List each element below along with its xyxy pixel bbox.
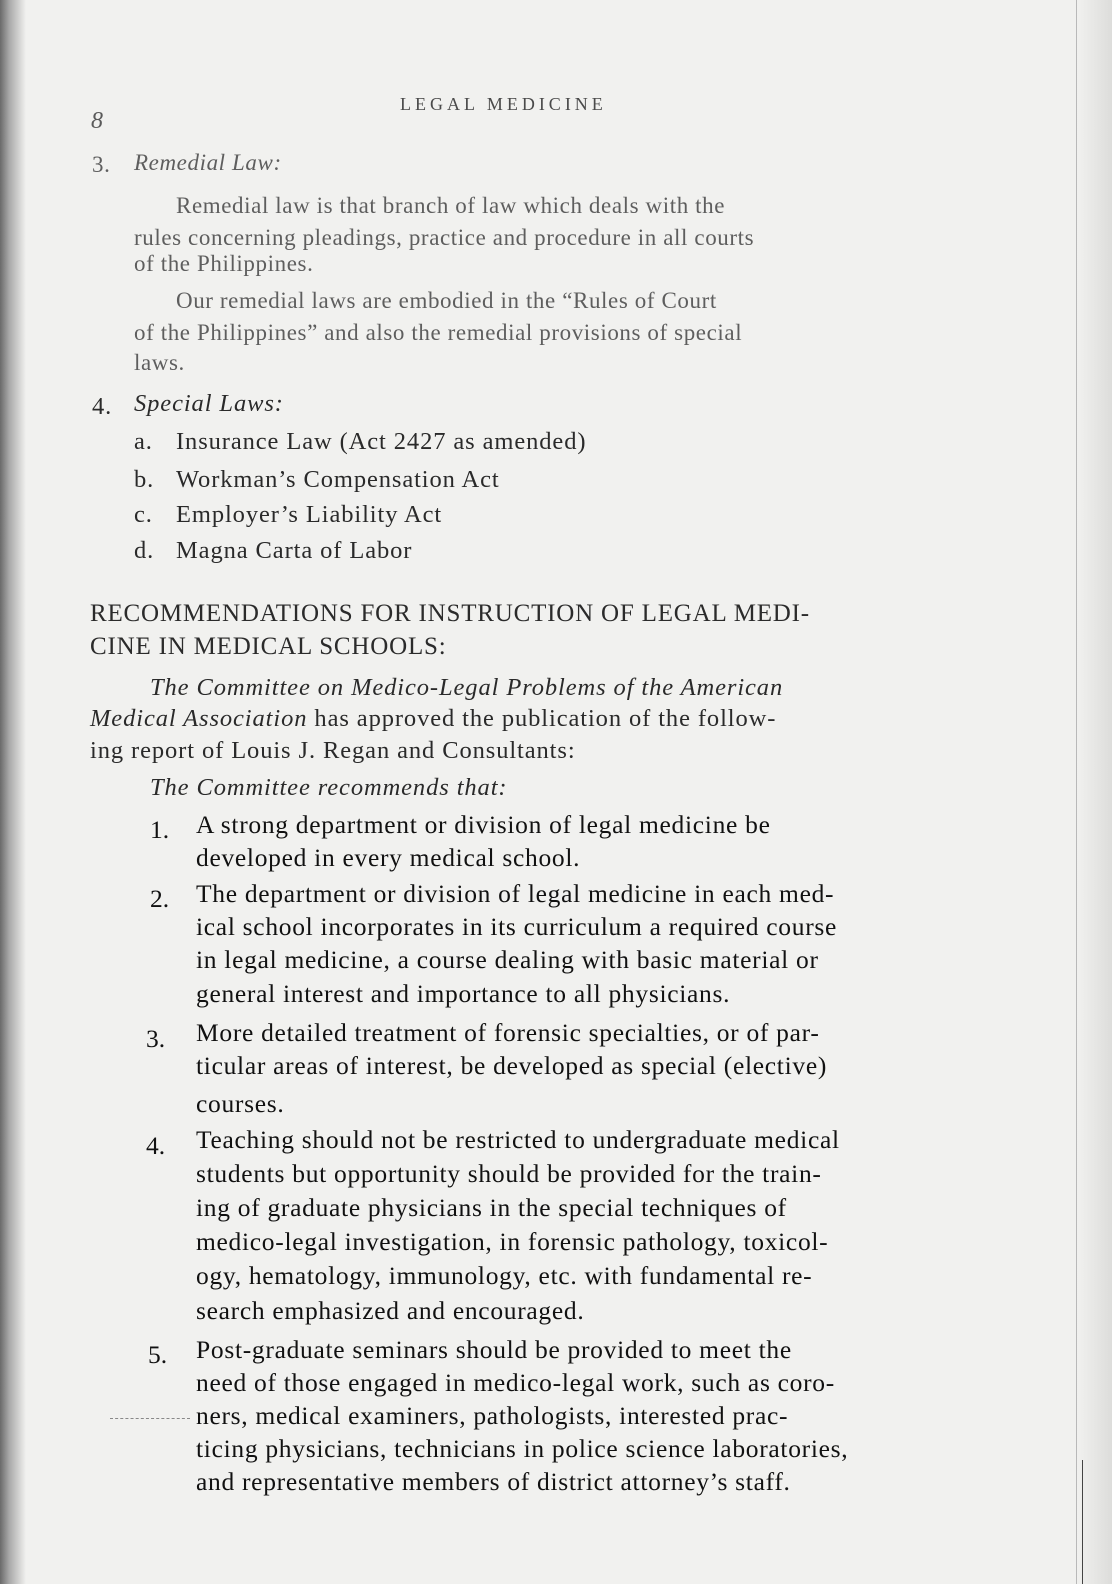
rec-item-5-line-3: ners, medical examiners, pathologists, interested prac- [196,1401,789,1430]
rec-item-4-line-2: students but opportunity should be provided for the train- [196,1159,822,1188]
rec-item-1-line-1: A strong department or division of legal medicine be [196,810,771,839]
scan-binding-right [1076,0,1112,1584]
rec-item-4-line-5: ogy, hematology, immunology, etc. with fundamental re- [196,1261,813,1290]
rec-item-4-line-3: ing of graduate physicians in the special techniques of [196,1193,787,1222]
remedial-p1-line-2: rules concerning pleadings, practice and procedure in all courts [134,225,755,250]
special-item-d: Magna Carta of Labor [176,537,413,564]
rec-item-4-line-1: Teaching should not be restricted to undergraduate medical [196,1125,840,1154]
special-item-a: Insurance Law (Act 2427 as amended) [176,428,587,455]
recommendations-heading-line-1: RECOMMENDATIONS FOR INSTRUCTION OF LEGAL MEDI- [90,600,810,627]
special-item-b-letter: b. [134,466,155,493]
rec-item-5-line-1: Post-graduate seminars should be provided to meet the [196,1335,792,1364]
rec-item-2-line-1: The department or division of legal medicine in each med- [196,879,835,908]
rec-item-3-number: 3. [146,1024,166,1053]
running-title: LEGAL MEDICINE [400,94,607,114]
rec-item-1-number: 1. [150,815,170,844]
remedial-p2-line-2: of the Philippines” and also the remedial provisions of special [134,320,743,345]
rec-item-5-line-5: and representative members of district attorney’s staff. [196,1467,791,1496]
rec-item-3-line-3: courses. [196,1089,285,1118]
scan-shadow-left [0,0,26,1584]
rec-item-3-line-1: More detailed treatment of forensic specialties, or of par- [196,1018,820,1047]
rec-item-4-line-6: search emphasized and encouraged. [196,1296,585,1325]
special-title: Special Laws: [134,390,284,417]
remedial-p1-line-3: of the Philippines. [134,251,314,276]
special-item-c-letter: c. [134,501,153,528]
page-number: 8 [91,108,103,134]
special-item-a-letter: a. [134,428,153,455]
special-number: 4. [92,393,113,420]
remedial-title: Remedial Law: [134,150,282,175]
stray-dashes [110,1418,190,1419]
intro-line-3: ing report of Louis J. Regan and Consultants: [90,737,576,764]
committee-recommends: The Committee recommends that: [150,774,508,801]
remedial-p2-line-3: laws. [134,350,185,375]
rec-item-5-number: 5. [148,1340,168,1369]
rec-item-5-line-4: ticing physicians, technicians in police science laboratories, [196,1434,849,1463]
scan-edge-line [1082,1460,1083,1584]
remedial-number: 3. [92,152,111,177]
rec-item-2-line-2: ical school incorporates in its curriculum a required course [196,912,838,941]
rec-item-5-line-2: need of those engaged in medico-legal work, such as coro- [196,1368,835,1397]
special-item-b: Workman’s Compensation Act [176,466,500,493]
intro-line-2-italic: Medical Association [90,705,308,732]
remedial-p1-line-1: Remedial law is that branch of law which deals with the [176,193,726,218]
recommendations-heading-line-2: CINE IN MEDICAL SCHOOLS: [90,633,447,660]
special-item-c: Employer’s Liability Act [176,501,443,528]
rec-item-3-line-2: ticular areas of interest, be developed as special (elective) [196,1051,828,1080]
rec-item-1-line-2: developed in every medical school. [196,843,581,872]
rec-item-4-line-4: medico-legal investigation, in forensic pathology, toxicol- [196,1227,829,1256]
rec-item-4-number: 4. [146,1131,166,1160]
rec-item-2-line-4: general interest and importance to all physicians. [196,979,731,1008]
intro-line-1: The Committee on Medico-Legal Problems of the American [150,674,784,701]
remedial-p2-line-1: Our remedial laws are embodied in the “Rules of Court [176,288,717,313]
rec-item-2-number: 2. [150,884,170,913]
rec-item-2-line-3: in legal medicine, a course dealing with basic material or [196,945,819,974]
intro-line-2-rest: has approved the publication of the follow- [307,705,777,732]
intro-line-2 [90,705,776,733]
special-item-d-letter: d. [134,537,155,564]
